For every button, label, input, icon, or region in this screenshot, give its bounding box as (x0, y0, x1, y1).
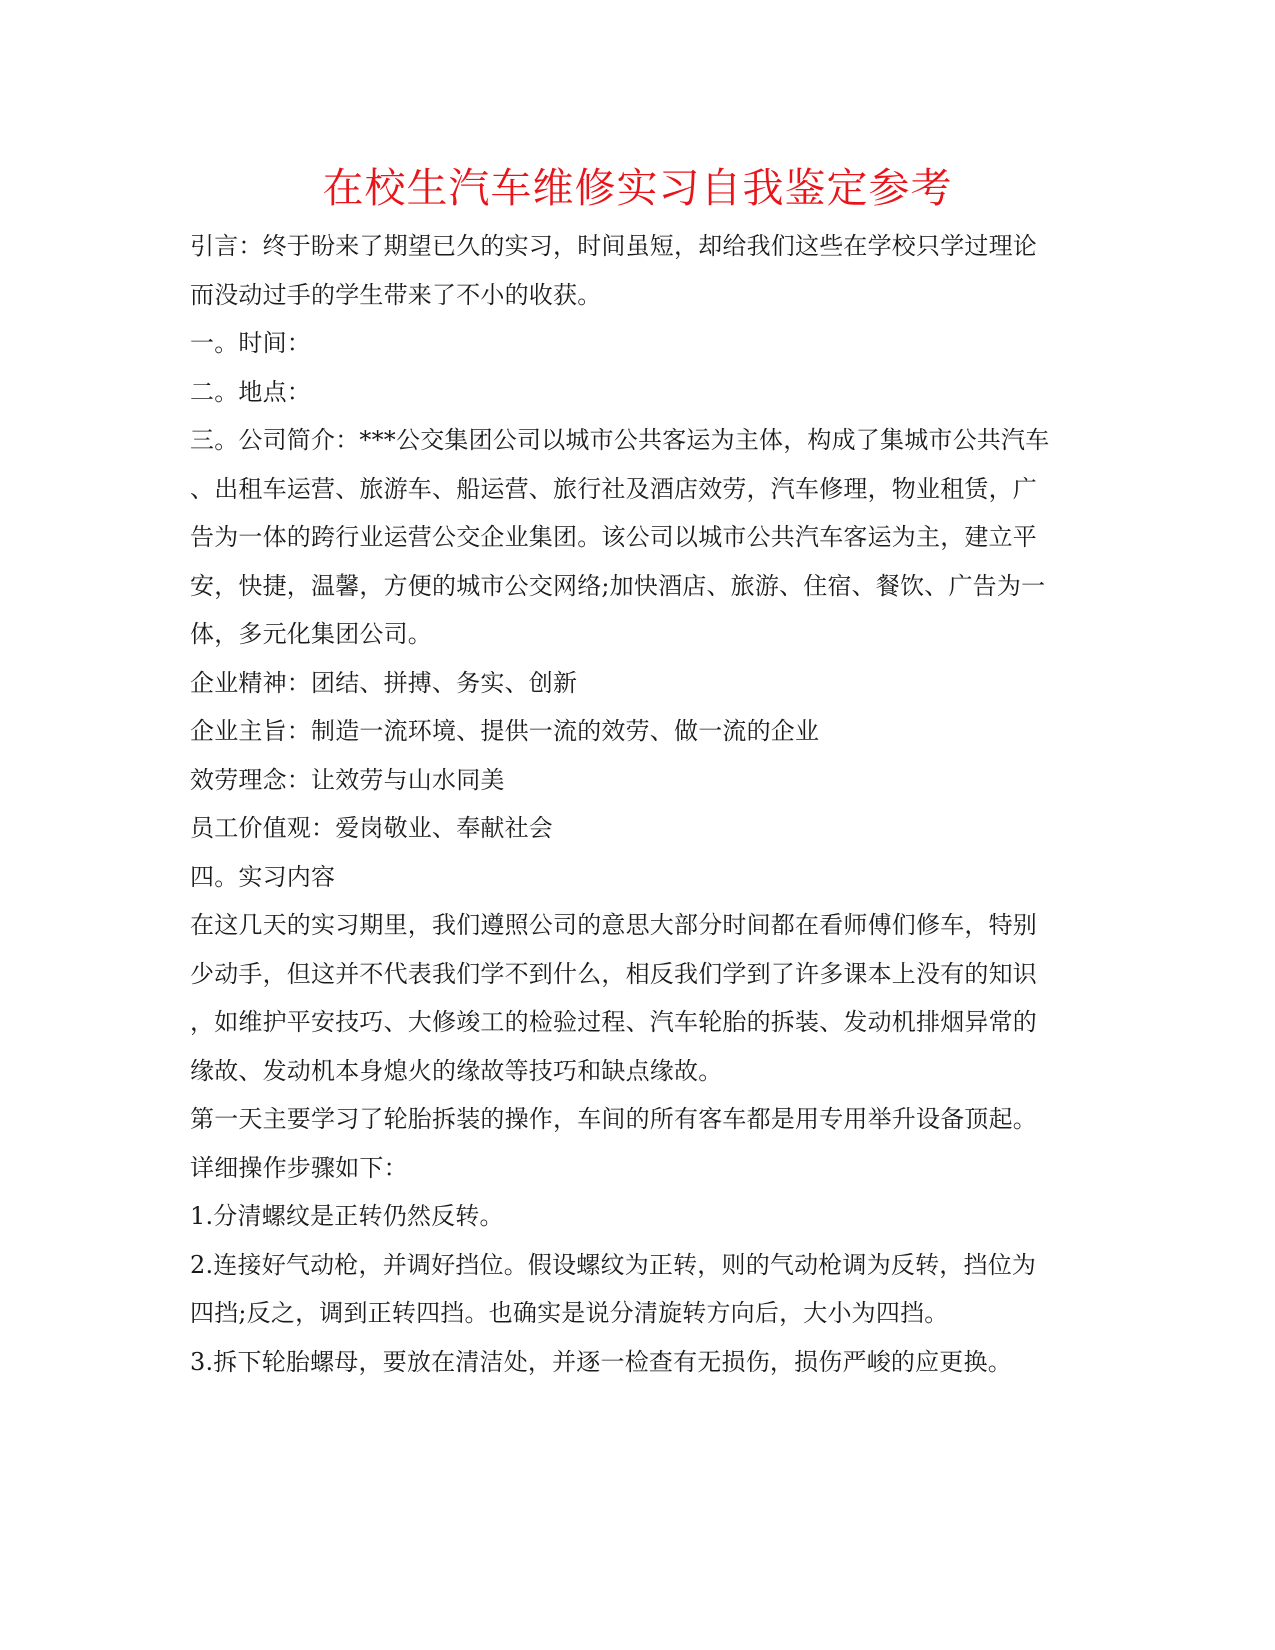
document-title: 在校生汽车维修实习自我鉴定参考 (322, 164, 953, 212)
text-line: 效劳理念：让效劳与山水同美 (190, 765, 505, 794)
text-line: 三。公司简介：***公交集团公司以城市公共客运为主体，构成了集城市公共汽车 (190, 426, 1050, 454)
text-line: 告为一体的跨行业运营公交企业集团。该公司以城市公共汽车客运为主，建立平 (190, 523, 1037, 551)
text-line: 2.连接好气动枪，并调好挡位。假设螺纹为正转，则的气动枪调为反转，挡位为 (190, 1250, 1037, 1279)
text-line: 员工价值观：爱岗敬业、奉献社会 (190, 814, 553, 842)
text-line: 体，多元化集团公司。 (190, 620, 432, 648)
text-line: 四挡;反之，调到正转四挡。也确实是说分清旋转方向后，大小为四挡。 (190, 1299, 949, 1327)
text-line: 、出租车运营、旅游车、船运营、旅行社及酒店效劳，汽车修理，物业租赁，广 (190, 474, 1037, 503)
text-line: 而没动过手的学生带来了不小的收获。 (190, 280, 602, 309)
text-line: 3.拆下轮胎螺母，要放在清洁处，并逐一检查有无损伤，损伤严峻的应更换。 (190, 1347, 1012, 1376)
text-line: 引言：终于盼来了期望已久的实习，时间虽短，却给我们这些在学校只学过理论 (190, 232, 1037, 260)
text-line: 1.分清螺纹是正转仍然反转。 (190, 1202, 504, 1230)
text-line: 企业精神：团结、拼搏、务实、创新 (190, 668, 578, 697)
text-line: 缘故、发动机本身熄火的缘故等技巧和缺点缘故。 (190, 1056, 723, 1085)
text-line: 安，快捷，温馨，方便的城市公交网络;加快酒店、旅游、住宿、餐饮、广告为一 (190, 571, 1046, 600)
text-line: 一。时间： (190, 329, 311, 357)
text-line: 少动手，但这并不代表我们学不到什么，相反我们学到了许多课本上没有的知识 (190, 959, 1037, 988)
text-line: 第一天主要学习了轮胎拆装的操作，车间的所有客车都是用专用举升设备顶起。 (190, 1105, 1037, 1133)
text-line: 在这几天的实习期里，我们遵照公司的意思大部分时间都在看师傅们修车，特别 (190, 911, 1037, 939)
text-line: ，如维护平安技巧、大修竣工的检验过程、汽车轮胎的拆装、发动机排烟异常的 (190, 1008, 1037, 1036)
text-line: 四。实习内容 (190, 862, 336, 891)
text-line: 二。地点： (190, 377, 311, 406)
text-line: 企业主旨：制造一流环境、提供一流的效劳、做一流的企业 (190, 717, 820, 745)
text-line: 详细操作步骤如下： (190, 1153, 408, 1182)
document-body (190, 222, 1070, 1386)
